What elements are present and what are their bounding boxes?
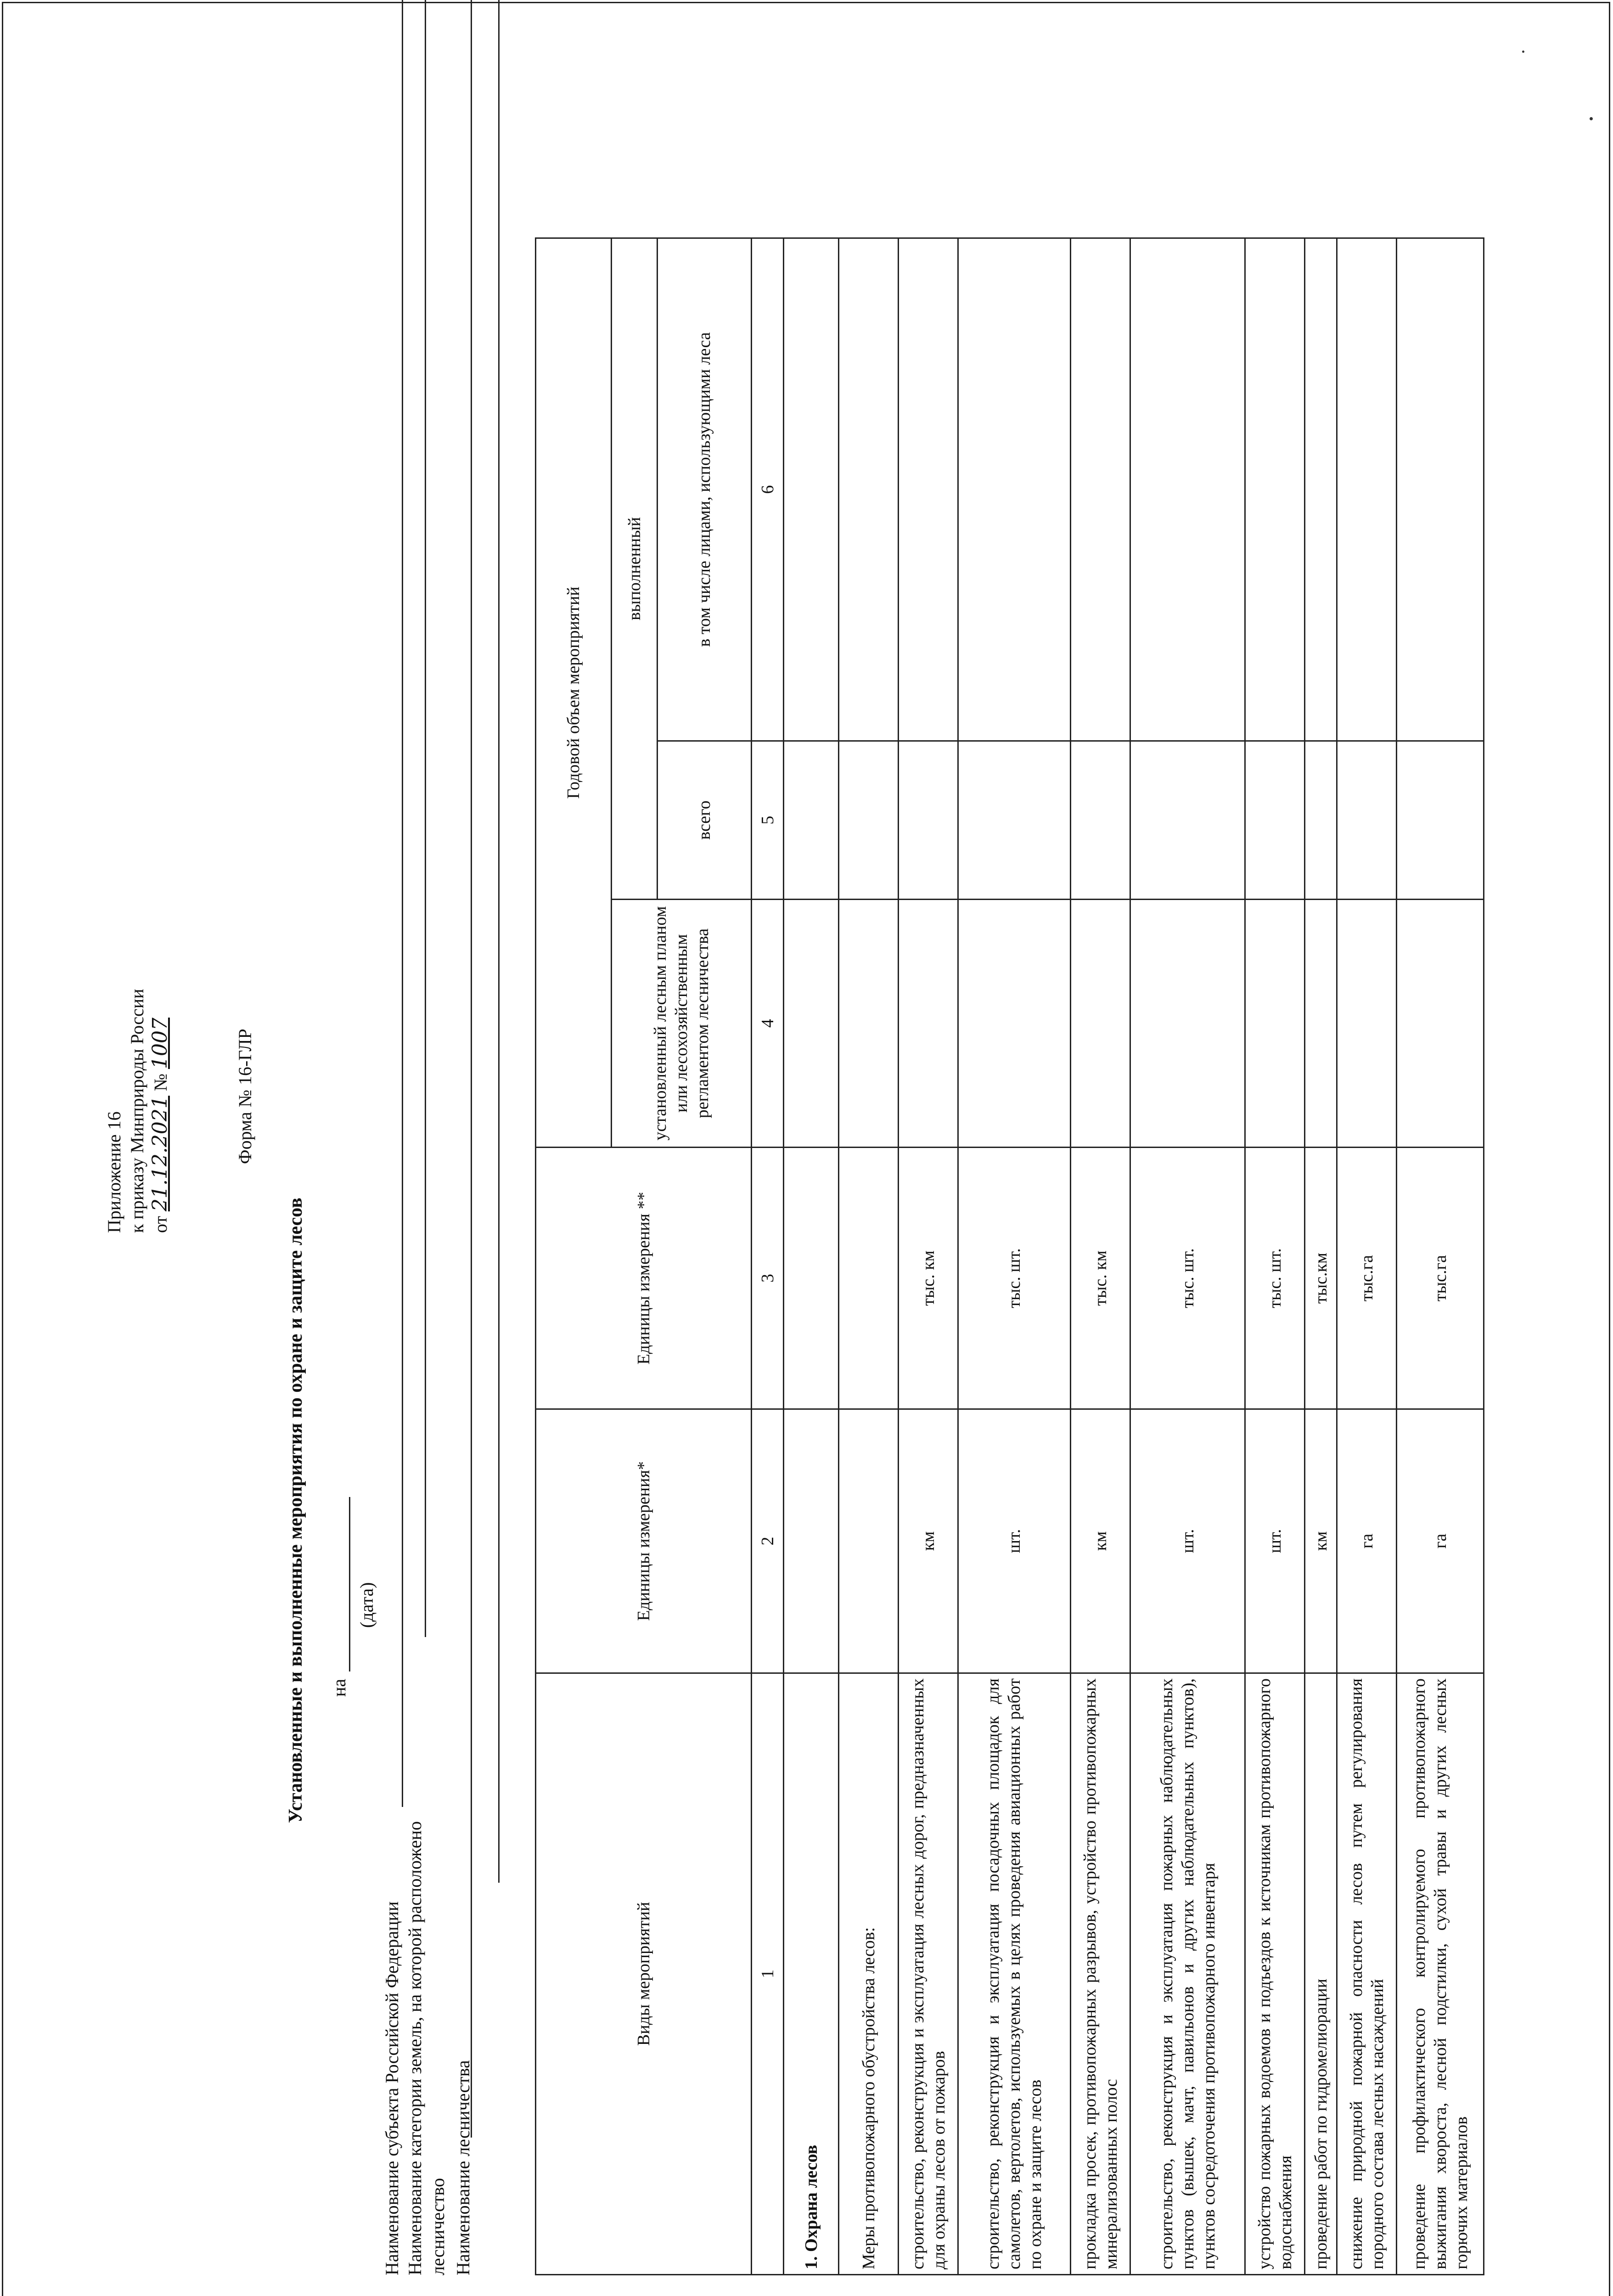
empty-cell [1245,238,1305,741]
activity-name: строительство, реконструкция и эксплуатация посадочных площадок для самолетов, вертолетов, используемых в целях проведения авиационных работ по охране и защите лесов [958,1673,1071,2275]
unit-2: тыс. шт. [1245,1148,1305,1409]
land-category-label-cont: лесничество [427,2178,448,2275]
section-title: 1. Охрана лесов [784,1673,839,2275]
unit-1: га [1337,1409,1397,1673]
unit-2: тыс.км [1305,1148,1337,1409]
unit-1: км [1071,1409,1130,1673]
activity-name: проведение профилактического контролируемого противопожарного выжигания хвороста, лесной подстилки, сухой травы и других лесных горючих материалов [1397,1673,1484,2275]
empty-cell [784,1148,839,1409]
table-row [1397,238,1484,2275]
empty-cell [1245,741,1305,900]
activity-name: устройство пожарных водоемов и подъездов к источникам противопожарного водоснабжения [1245,1673,1305,2275]
subsection-title: Меры противопожарного обустройства лесов: [839,1673,899,2275]
appendix-label: Приложение 16 [104,1111,124,1233]
table-row [1305,238,1337,2275]
unit-2: тыс.га [1397,1148,1484,1409]
col-number: 2 [752,1409,784,1673]
table-row [1130,238,1245,2275]
col-number: 3 [752,1148,784,1409]
empty-cell [839,900,899,1148]
header-annual-volume: Годовой объем мероприятий [536,238,612,1148]
empty-cell [1245,900,1305,1148]
unit-1: шт. [1130,1409,1245,1673]
empty-cell [958,900,1071,1148]
unit-1: га [1397,1409,1484,1673]
activity-name: строительство, реконструкция и эксплуатация лесных дорог, предназначенных для охраны лесов от пожаров [899,1673,958,2275]
activity-name: строительство, реконструкция и эксплуатация пожарных наблюдательных пунктов (вышек, мачт, павильонов и других наблюдательных пунктов), пунктов сосредоточения противопожарного инвентаря [1130,1673,1245,2275]
empty-cell [1397,238,1484,741]
empty-cell [1305,741,1337,900]
empty-cell [784,1409,839,1673]
empty-cell [958,741,1071,900]
activity-name: снижение природной пожарной опасности лесов путем регулирования породного состава лесных насаждений [1337,1673,1397,2275]
empty-cell [899,900,958,1148]
empty-cell [1130,238,1245,741]
table-row [1071,238,1130,2275]
empty-cell [1130,741,1245,900]
handwritten-date: 21.12.2021 [148,1096,172,1212]
col-number: 6 [752,238,784,741]
unit-1: шт. [1245,1409,1305,1673]
col-number: 1 [752,1673,784,2275]
empty-cell [839,741,899,900]
header-completed: выполненный [612,238,658,900]
empty-cell [899,741,958,900]
empty-cell [784,741,839,900]
empty-cell [899,238,958,741]
activity-name: прокладка просек, противопожарных разрывов, устройство противопожарных минерализованных полос [1071,1673,1130,2275]
table-row [899,238,958,2275]
handwritten-number: 1007 [148,1017,172,1069]
table-row [1245,238,1305,2275]
number-sign: № [150,1073,171,1092]
activities-table [535,237,1484,2275]
date-caption: (дата) [356,1582,377,1628]
subject-name-label: Наименование субъекта Российской Федерации [382,1901,402,2275]
forestry-name-label: Наименование лесничества [453,2060,473,2275]
empty-cell [1071,741,1130,900]
forestry-name-underline [498,0,500,1883]
page-title: Установленные и выполненные мероприятия по охране и защите лесов [285,1198,306,1823]
empty-cell [1130,900,1245,1148]
empty-cell [1305,238,1337,741]
header-including-users: в том числе лицами, использующими леса [658,238,752,741]
table-row [958,238,1071,2275]
unit-2: тыс. шт. [958,1148,1071,1409]
land-category-label: Наименование категории земель, на которой расположено [405,1821,425,2275]
header-established: установленный лесным планом или лесохозяйственным регламентом лесничества [612,900,752,1148]
unit-2: тыс.га [1337,1148,1397,1409]
empty-cell [839,1409,899,1673]
empty-cell [1071,900,1130,1148]
unit-1: шт. [958,1409,1071,1673]
header-units-1: Единицы измерения* [536,1409,752,1673]
unit-1: км [1305,1409,1337,1673]
empty-cell [1337,741,1397,900]
date-underline [349,1497,350,1671]
empty-cell [1071,238,1130,741]
empty-cell [1337,238,1397,741]
empty-cell [1397,900,1484,1148]
activity-name: проведение работ по гидромелиорации [1305,1673,1337,2275]
header-total: всего [658,741,752,900]
empty-cell [784,900,839,1148]
header-activity-types: Виды мероприятий [536,1673,752,2275]
header-units-2: Единицы измерения ** [536,1148,752,1409]
col-number: 4 [752,900,784,1148]
order-date-line [149,1018,172,1233]
form-number: Форма № 16-ГЛР [235,1029,255,1164]
empty-cell [839,238,899,741]
subject-name-underline [402,0,403,1807]
date-prefix-na: на [329,1678,349,1697]
col-number: 5 [752,741,784,900]
unit-2: тыс. км [1071,1148,1130,1409]
empty-cell [1337,900,1397,1148]
empty-cell [1397,741,1484,900]
order-reference: к приказу Минприроды России [127,989,147,1233]
empty-cell [1305,900,1337,1148]
land-category-underline [425,0,426,1637]
land-category-underline-2 [471,0,472,2138]
unit-2: тыс. км [899,1148,958,1409]
date-prefix: от [150,1216,171,1233]
empty-cell [958,238,1071,741]
table-row [1337,238,1397,2275]
unit-2: тыс. шт. [1130,1148,1245,1409]
unit-1: км [899,1409,958,1673]
empty-cell [784,238,839,741]
empty-cell [839,1148,899,1409]
